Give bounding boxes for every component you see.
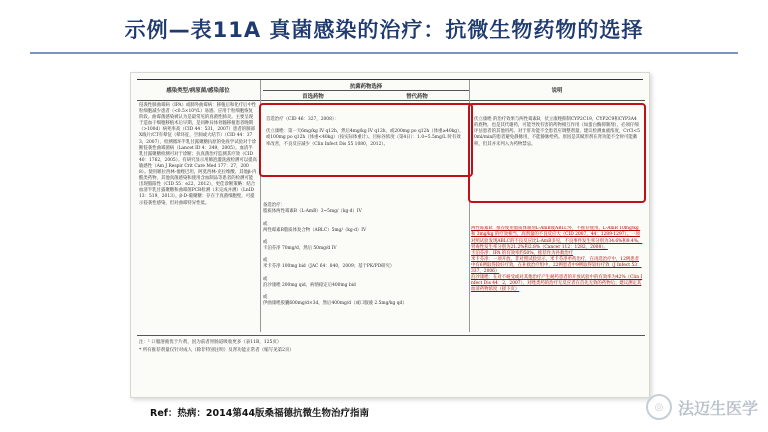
col2-primary-text: 首选治疗（CID 46：327，2008）： 伏立康唑：第一天6mg/kg IV q12h，然后4mg/kg IV q12h，或200mg po q12h（体重≥40kg），或100mg po q12h（体重<40kg）（按实际体重计）。目标谷浓度（第4日）：1.0~5.5mg/L 时有效率改善，不良反应减少（Clin Infect Dis 55 1080，2012）。	[266, 117, 464, 147]
title-divider	[30, 52, 738, 54]
table-bottom-rule	[137, 335, 645, 336]
wechat-circle-icon: ◎	[646, 394, 672, 420]
col3-other-notes: 两性霉素B：推荐使用脂质体制剂L-AmB或ABLC外，不推荐使用。L-AmB 10mg/kg 和 3mg/kg 的疗效相当，高剂量的不良反应大（CID 2007，44：1289-1297）。一项对照试验发现ABLC的不良反应比L-AmB多见，不良事件发生率分别为34.6%和9.4%，肾毒性发生率分别为21.2%和2.8%（Cancer 112：1282，2008）。 卡泊芬净：IPA 的有效率约50%，推荐作为补救治疗 米卡芬净：一项开放、非对照试验显示，米卡芬净单药治疗，在再选治疗中，12例患者中有6例取得较好疗效，在补救治疗组中，22例患者中9例取得较好疗效（J Infect 53：337，2006） 泊沙康唑：在对不耐受或对其他治疗产生耐药患者的开放试验中的有效率为42%（Clin Infect Dis 44：2，2007），对唑类药的治疗无反应者在首先无效的药物后；建议测定其血清药物浓度（接下页）	[471, 226, 643, 293]
col2b-header: 替代药物	[406, 94, 428, 100]
watermark	[646, 394, 758, 420]
col2a-header: 首选药物	[302, 94, 324, 100]
footnote-1: 注：¹ 口服溶液优于片剂，因为前者胃肠道吸收更多（表11B，125页）	[139, 340, 282, 345]
reference-text: Ref：热病：2014第44版桑福德抗微生物治疗指南	[150, 408, 370, 419]
col3-voriconazole-note: 伏立康唑 的治疗效果与两性霉素B，伏立康唑抑制CYP2C19、CYP2C9和CYP3A4的底物，也是其代谢药，可能导致有害的药物相互作用（如蛋白酶抑制剂），必须仔细评估患者的其他用药。对于肝功能不全患者应调整剂量，建议检测血液浓度，CrCl<50ml/min的患者避免静脉用，不能静脉给药。原因是其赋形剂在肾功能不全时可能蓄积，但其并未列入为药物禁忌。	[474, 117, 640, 147]
slide-title: 示例—表11A 真菌感染的治疗：抗微生物药物的选择	[124, 18, 644, 42]
header-group-rule	[263, 90, 469, 91]
highlight-box-voriconazole	[259, 103, 473, 177]
footnote-2: * 所有推荐剂量仅针对成人（除非特别注明）及肾功能正常者（缩写见第2页）	[139, 348, 295, 353]
col2-alternative-text: 备选治疗： 脂质体两性霉素B（L-AmB）3~5mg/（kg·d）IV 或 两性霉素B脂质体复合物（ABLC）5mg/（kg·d）IV 或 卡泊芬净 70mg/d，然后 50mg/d IV 或 米卡芬净 100mg bid（JAC 64：840，2009；基于PK/PD研究） 或 泊沙康唑 200mg qid，病情稳定后400mg bid 或 伊曲康唑胶囊600mg/d×3d，然后400mg/d（或口服液 2.5mg/kg qd）	[263, 203, 407, 306]
header-bottom-rule	[137, 100, 645, 101]
col1-header: 感染类型/病原菌/感染部位	[166, 88, 230, 94]
col1-text: 侵袭性肺曲霉病（IPA）或肺外曲霉病：移植后和化疗后中性粒细胞减少患者（<0.5×10⁹/L）易感。应用于粒细胞恢复阶段。曲霉菌感染被认为是最常见的真菌性肺炎。主要呈现于造血干细胞移植术后早期，是同种异体骨髓移植患者晚期（>100d）病死率高（CID 44：531，2007）患者的肺部X线片/CT有晕征（晕环征，空洞或大结节）（CID 44：373，2007），检测循环半乳甘露聚糖抗原的免疫学试验对于诊断侵袭性曲霉菌病（Lancet ID 4：349，2005）。血清半乳甘露聚糖检测可对于诊断；抗真菌治疗监测其疗效（CID 40：1762，2005）。有研究显示用肺泡灌洗液检测可以提高敏感性（Am J Respir Crit Care Med 177：27，2008）。使用哌拉西林-他唑巴坦、阿莫西林-克拉维酸、其他β-内酰类药物、其他真菌感染和使用含血制品等患者的检测可能出现假阳性（CID 55：e22，2012），更佳诊断策略：结合血清半乳甘露聚糖和曲霉菌PCR检测（未完成并测）（LnID 13：519，2013）。β-D-葡聚糖：存在于真菌细胞壁，可提示侵袭性感染，但对曲霉特异性低。	[139, 103, 257, 206]
header-group: 抗菌药物选择	[349, 84, 383, 90]
scanned-table-image	[130, 72, 650, 398]
highlight-box-notes	[468, 103, 646, 203]
col3-header: 说明	[551, 88, 563, 94]
watermark-text: 法迈生医学	[677, 398, 758, 418]
table-top-rule	[137, 79, 643, 80]
